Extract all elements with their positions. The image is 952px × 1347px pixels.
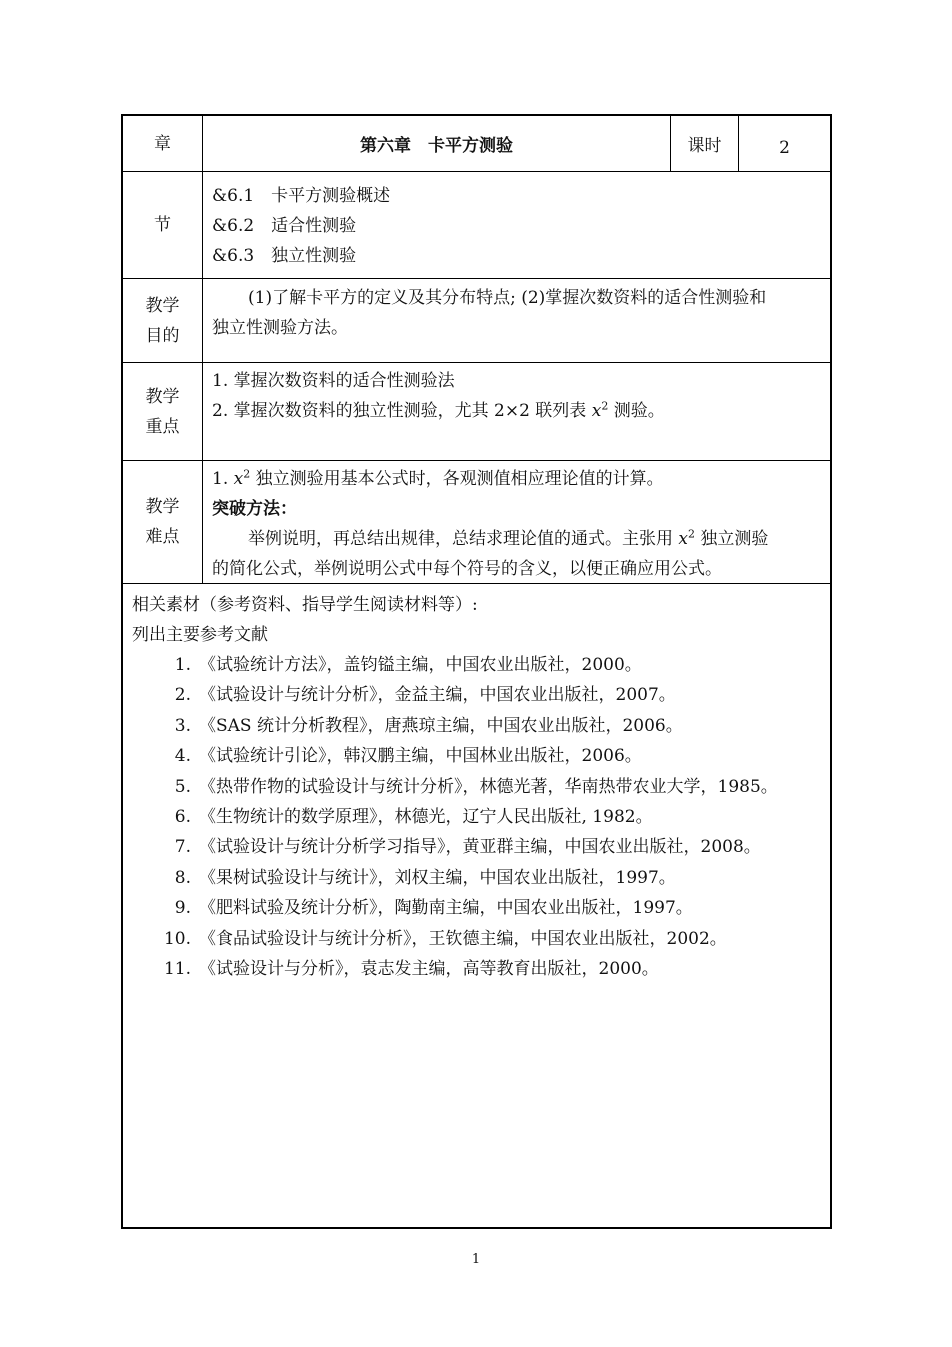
reference-text: 《肥料试验及统计分析》，陶勤南主编，中国农业出版社，1997。	[199, 898, 693, 919]
reference-text: 《果树试验设计与统计》，刘权主编，中国农业出版社，1997。	[199, 867, 676, 888]
reference-text: 《SAS 统计分析教程》，唐燕琼主编，中国农业出版社，2006。	[199, 715, 683, 736]
section-item: &6.3 独立性测验	[212, 246, 357, 266]
reference-text: 《试验统计引论》，韩汉鹏主编，中国林业出版社，2006。	[199, 746, 642, 767]
materials-section	[123, 584, 830, 984]
difficulties-label	[123, 461, 203, 583]
reference-number: 2.	[174, 685, 191, 706]
key-point-text: 2. 掌握次数资料的独立性测验，尤其 2×2 联列表	[212, 401, 592, 421]
chapter-label: 章	[123, 116, 203, 171]
difficulties-row	[123, 461, 830, 584]
materials-subheading: 列出主要参考文献	[132, 625, 268, 645]
sections-list	[203, 172, 830, 278]
superscript: 2	[601, 399, 609, 413]
reference-number: 11.	[163, 959, 191, 980]
hours-label: 课时	[687, 136, 722, 156]
reference-text: 《试验设计与统计分析》，金益主编，中国农业出版社，2007。	[199, 685, 676, 706]
hours-label-cell	[671, 116, 739, 171]
reference-item	[132, 802, 830, 832]
difficulties-label-line: 教学	[145, 497, 180, 517]
reference-item	[132, 863, 830, 893]
objectives-label-line: 目的	[145, 325, 180, 346]
reference-item	[132, 954, 830, 984]
reference-number: 8.	[174, 867, 191, 888]
objectives-row	[123, 279, 830, 363]
objectives-text	[203, 279, 830, 362]
objectives-line: 独立性测验方法。	[212, 318, 348, 338]
reference-text: 《试验设计与统计分析学习指导》，黄亚群主编，中国农业出版社，2008。	[199, 837, 761, 858]
reference-text: 《生物统计的数学原理》，林德光，辽宁人民出版社, 1982。	[199, 807, 653, 828]
reference-text: 《试验统计方法》，盖钧镒主编，中国农业出版社，2000。	[199, 655, 642, 675]
key-points-text	[203, 363, 830, 460]
reference-item	[132, 741, 830, 771]
reference-item	[132, 711, 830, 741]
difficulties-text	[203, 461, 830, 583]
method-title: 突破方法：	[212, 499, 297, 519]
key-points-label-line: 教学	[145, 386, 180, 407]
section-item: &6.2 适合性测验	[212, 216, 357, 236]
chi-symbol: x	[233, 469, 244, 489]
objectives-label-line: 教学	[145, 295, 180, 316]
reference-number: 7.	[174, 837, 191, 858]
difficulty-text: 1.	[212, 469, 234, 489]
reference-item	[132, 924, 830, 954]
sections-row	[123, 172, 830, 279]
objectives-line: (1)了解卡平方的定义及其分布特点; (2)掌握次数资料的适合性测验和	[248, 288, 767, 308]
reference-number: 10.	[163, 928, 191, 949]
method-line: 的简化公式，举例说明公式中每个符号的含义，以便正确应用公式。	[212, 559, 722, 579]
key-points-label	[123, 363, 203, 460]
reference-item	[132, 893, 830, 923]
difficulties-label-line: 难点	[145, 527, 180, 547]
chapter-title: 第六章 卡平方测验	[360, 136, 513, 156]
reference-number: 1.	[174, 655, 191, 675]
materials-heading: 相关素材（参考资料、指导学生阅读材料等）:	[132, 595, 478, 615]
difficulty-text: 独立测验用基本公式时，各观测值相应理论值的计算。	[250, 469, 664, 489]
reference-item	[132, 832, 830, 862]
difficulty-item	[212, 464, 830, 494]
sections-label: 节	[123, 172, 203, 278]
method-text: 举例说明，再总结出规律，总结求理论值的通式。主张用	[248, 529, 679, 549]
reference-number: 3.	[174, 715, 191, 736]
section-item: &6.1 卡平方测验概述	[212, 186, 391, 206]
reference-number: 5.	[174, 776, 191, 797]
reference-item	[132, 772, 830, 802]
superscript: 2	[243, 467, 251, 481]
page-number: 1	[471, 1252, 481, 1267]
chapter-row	[123, 116, 830, 172]
chapter-title-cell	[203, 116, 671, 171]
reference-item	[132, 650, 830, 680]
superscript: 2	[688, 527, 695, 541]
reference-text: 《食品试验设计与统计分析》，王钦德主编，中国农业出版社，2002。	[199, 928, 727, 949]
reference-list	[132, 650, 830, 984]
key-point-item: 1. 掌握次数资料的适合性测验法	[212, 371, 455, 391]
method-text: 独立测验	[695, 529, 769, 549]
key-points-label-line: 重点	[145, 416, 180, 437]
reference-text: 《试验设计与分析》，袁志发主编，高等教育出版社，2000。	[199, 959, 659, 980]
objectives-label	[123, 279, 203, 362]
reference-number: 6.	[174, 807, 191, 828]
key-point-text: 测验。	[608, 401, 665, 421]
lesson-plan-table	[121, 114, 832, 1229]
hours-value-cell	[739, 116, 830, 171]
chi-symbol: x	[591, 401, 602, 421]
reference-number: 9.	[174, 898, 191, 919]
key-point-item	[212, 396, 830, 426]
key-points-row	[123, 363, 830, 461]
reference-item	[132, 680, 830, 710]
hours-value: 2	[779, 137, 790, 158]
reference-text: 《热带作物的试验设计与统计分析》，林德光著，华南热带农业大学，1985。	[199, 776, 778, 797]
method-line	[212, 524, 830, 554]
reference-number: 4.	[174, 746, 191, 767]
chi-symbol: x	[678, 529, 688, 549]
